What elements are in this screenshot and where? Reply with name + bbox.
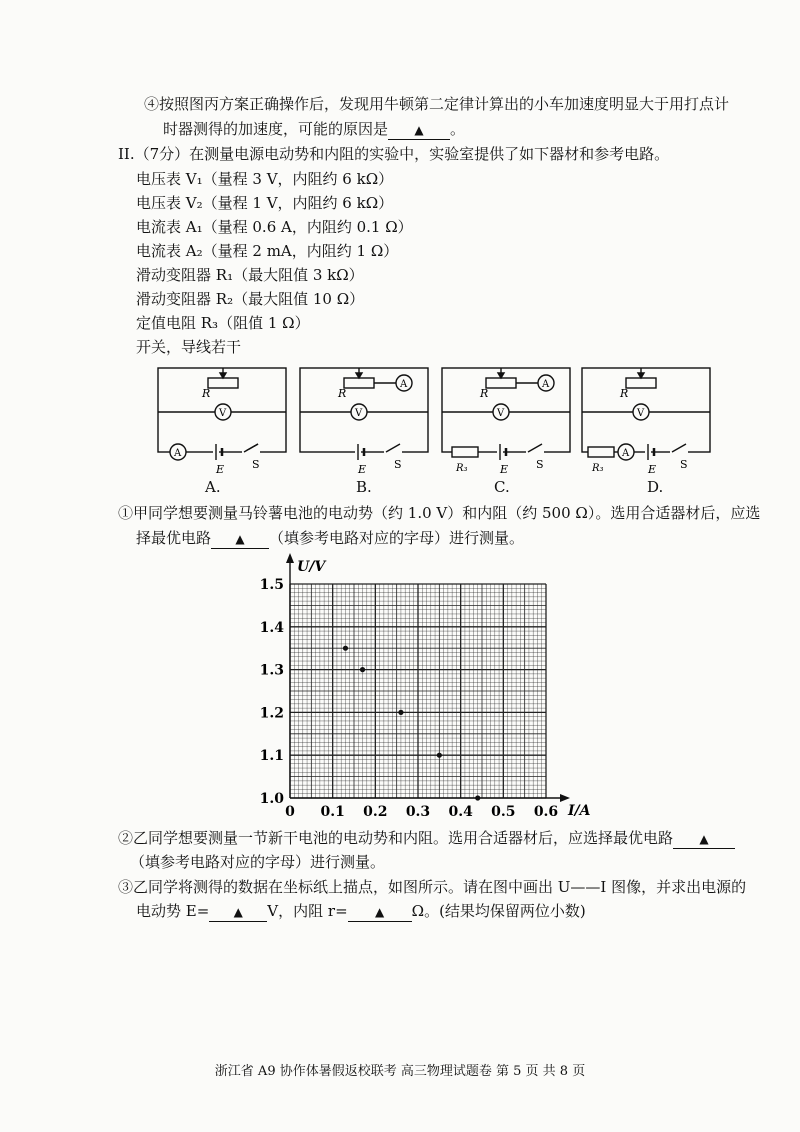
emf-label: E (358, 463, 367, 476)
resistor-label: R (620, 387, 629, 400)
y-tick-label: 1.1 (259, 748, 284, 765)
resistor-label: R (338, 387, 347, 400)
data-point (398, 710, 403, 715)
equipment-item: 电压表 V₁（量程 3 V，内阻约 6 kΩ） (136, 170, 394, 188)
circuit-diagram-d (576, 360, 716, 478)
page-footer: 浙江省 A9 协作体暑假返校联考 高三物理试题卷 第 5 页 共 8 页 (214, 1064, 586, 1079)
x-axis-arrow (560, 794, 570, 802)
equipment-item: 滑动变阻器 R₂（最大阻值 10 Ω） (136, 290, 365, 308)
q1-line2: 择最优电路 ▲ （填参考电路对应的字母）进行测量。 (136, 529, 525, 547)
ammeter-symbol: A (400, 379, 408, 390)
switch-label: S (394, 458, 402, 471)
x-axis-label: I/A (568, 803, 591, 819)
fixed-resistor-label: R₃ (456, 463, 468, 474)
circuit-diagram-a (152, 360, 292, 478)
answer-blank[interactable]: ▲ (348, 902, 412, 922)
data-point (437, 753, 442, 758)
x-tick-label: 0.4 (448, 804, 473, 820)
answer-blank[interactable]: ▲ (388, 120, 450, 140)
y-tick-label: 1.2 (259, 705, 284, 722)
u-i-graph (250, 545, 600, 825)
equipment-item: 电流表 A₂（量程 2 mA，内阻约 1 Ω） (136, 242, 399, 260)
switch-label: S (680, 458, 688, 471)
y-axis-arrow (286, 553, 294, 563)
section2-title: II.（7分）在测量电源电动势和内阻的实验中，实验室提供了如下器材和参考电路。 (118, 145, 670, 163)
voltmeter-symbol: V (355, 408, 363, 419)
emf-label: E (216, 463, 225, 476)
x-tick-label: 0.3 (405, 804, 431, 820)
q3-line2: 电动势 E= ▲ V，内阻 r= ▲ Ω。(结果均保留两位小数) (136, 902, 586, 920)
equipment-item: 滑动变阻器 R₁（最大阻值 3 kΩ） (136, 266, 364, 284)
circuit-label-d: D. (647, 478, 664, 496)
circuit-diagram-b (294, 360, 434, 478)
q4-line1: ④按照图丙方案正确操作后，发现用牛顿第二定律计算出的小车加速度明显大于用打点计 (144, 95, 730, 113)
circuit-diagram-c (436, 360, 576, 478)
ammeter-symbol: A (174, 448, 182, 459)
x-tick-label: 0.5 (491, 804, 516, 820)
circuit-label-a: A. (205, 478, 221, 496)
x-tick-label: 0.2 (363, 804, 388, 820)
data-point (475, 795, 480, 800)
switch-label: S (536, 458, 544, 471)
answer-blank[interactable]: ▲ (211, 529, 269, 549)
equipment-item: 电流表 A₁（量程 0.6 A，内阻约 0.1 Ω） (136, 218, 413, 236)
equipment-item: 开关，导线若干 (136, 338, 242, 356)
circuit-label-b: B. (356, 478, 372, 496)
q2-line2: （填参考电路对应的字母）进行测量。 (130, 853, 386, 871)
equipment-item: 电压表 V₂（量程 1 V，内阻约 6 kΩ） (136, 194, 394, 212)
data-point (360, 667, 365, 672)
y-tick-label: 1.5 (259, 577, 284, 593)
equipment-item: 定值电阻 R₃（阻值 1 Ω） (136, 314, 310, 332)
resistor-label: R (202, 387, 211, 400)
ammeter-symbol: A (622, 448, 630, 459)
x-tick-label: 0.6 (533, 804, 559, 820)
q4-line2: 时器测得的加速度，可能的原因是 ▲ 。 (163, 120, 466, 138)
y-tick-label: 1.0 (259, 791, 284, 807)
switch-label: S (252, 458, 260, 471)
emf-label: E (648, 463, 657, 476)
data-point (343, 646, 348, 651)
fixed-resistor-label: R₃ (592, 463, 604, 474)
ammeter-symbol: A (542, 379, 550, 390)
answer-blank[interactable]: ▲ (673, 829, 735, 849)
y-axis-label: U/V (297, 559, 326, 575)
y-tick-label: 1.4 (259, 619, 284, 636)
y-tick-label: 1.3 (259, 662, 284, 679)
x-tick-label: 0.1 (320, 804, 345, 820)
circuit-label-c: C. (494, 478, 510, 496)
voltmeter-symbol: V (497, 408, 505, 419)
q3-line1: ③乙同学将测得的数据在坐标纸上描点，如图所示。请在图中画出 U——I 图像，并求出电源的 (118, 878, 747, 896)
answer-blank[interactable]: ▲ (209, 902, 267, 922)
voltmeter-symbol: V (637, 408, 645, 419)
emf-label: E (500, 463, 509, 476)
resistor-label: R (480, 387, 489, 400)
voltmeter-symbol: V (219, 408, 227, 419)
q1-line1: ①甲同学想要测量马铃薯电池的电动势（约 1.0 V）和内阻（约 500 Ω）。选用合适器材后，应选 (118, 504, 761, 522)
q2-line1: ②乙同学想要测量一节新干电池的电动势和内阻。选用合适器材后，应选择最优电路 ▲ (118, 827, 735, 849)
x-tick-label: 0 (285, 804, 295, 820)
